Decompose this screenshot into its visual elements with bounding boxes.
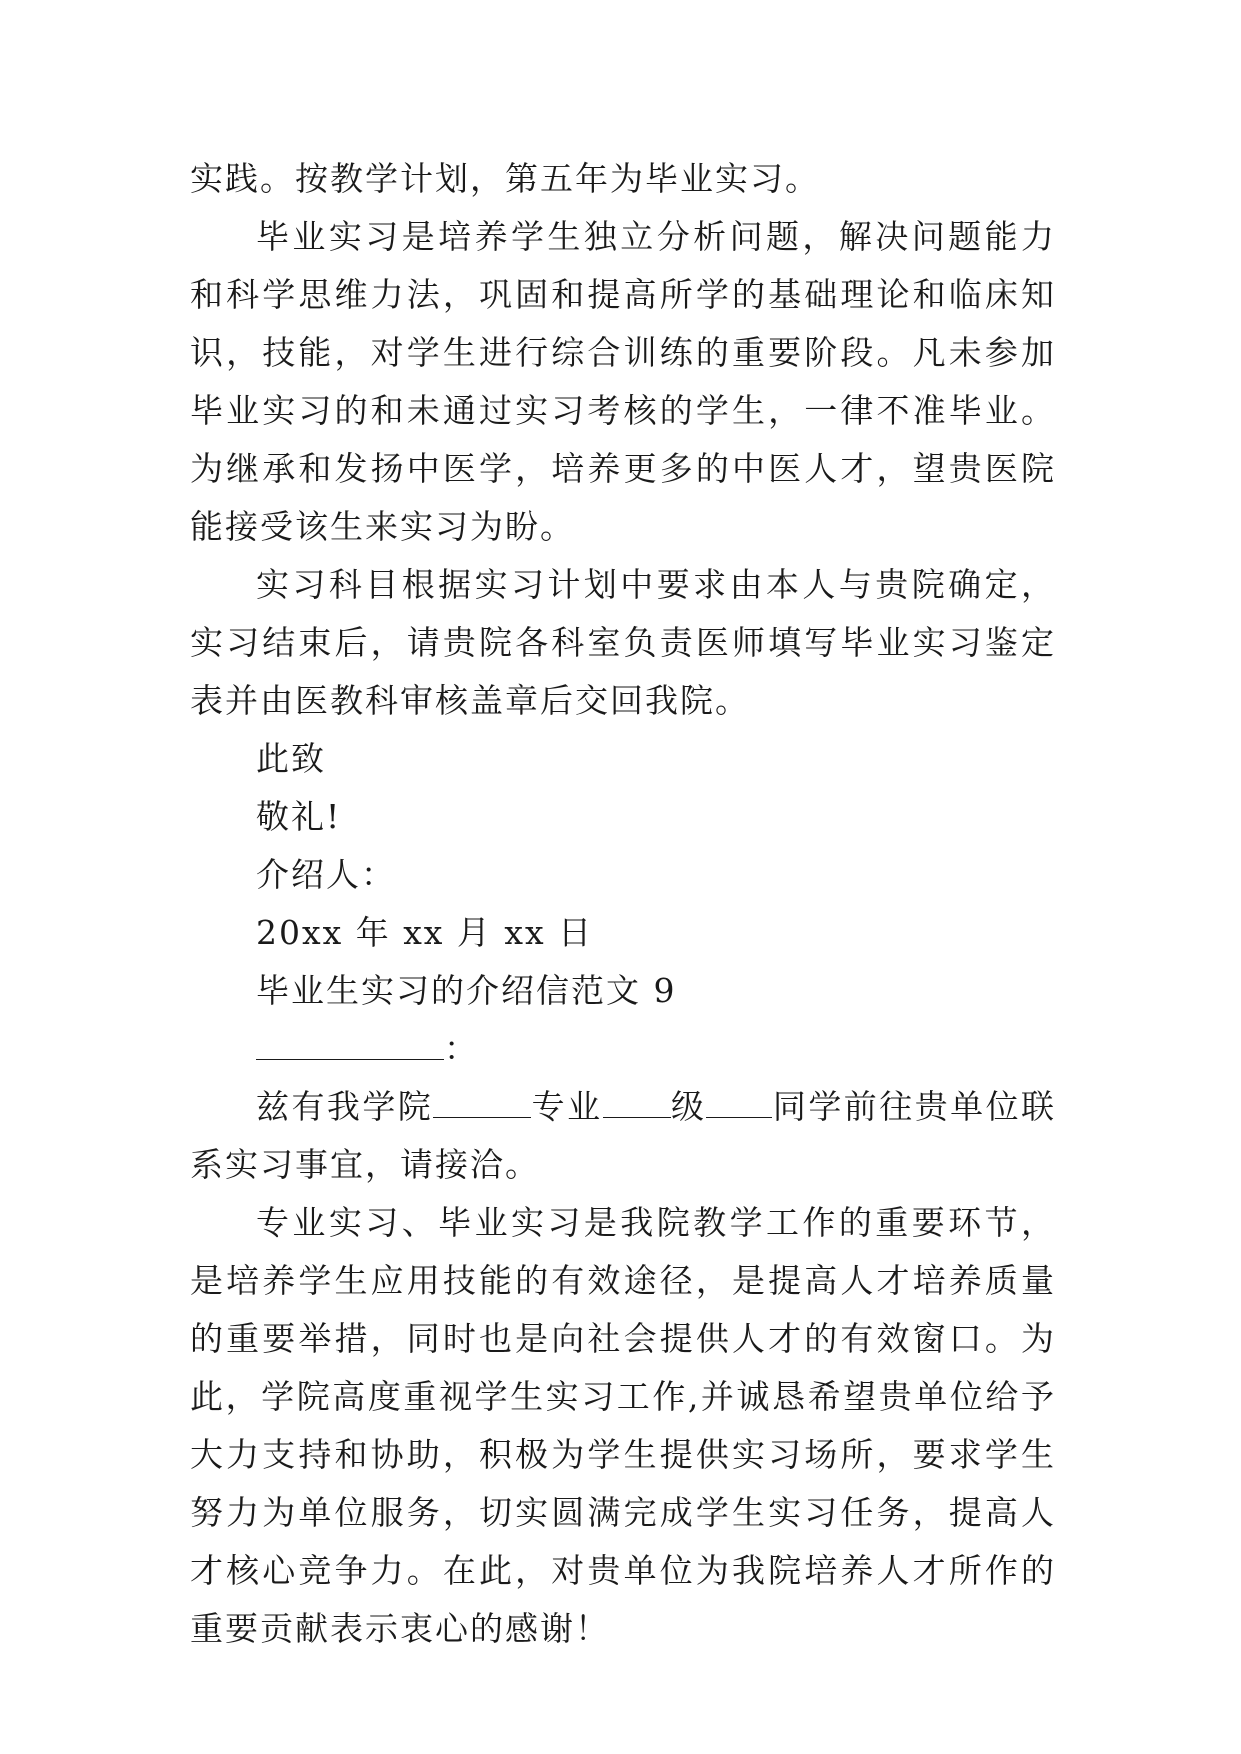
letter-date: 20xx 年 xx 月 xx 日 xyxy=(256,913,594,952)
intro-text-2: 专业 xyxy=(531,1087,603,1126)
paragraph-internship-importance: 专业实习、毕业实习是我院教学工作的重要环节，是培养学生应用技能的有效途径，是提高人才培养质量的重要举措，同时也是向社会提供人才的有效窗口。为此，学院高度重视学生实习工作,并诚恳希望贵单位给予大力支持和协助，积极为学生提供实习场所，要求学生努力为单位服务，切实圆满完成学生实习任务，提高人才核心竞争力。在此，对贵单位为我院培养人才所作的重要贡献表示衷心的感谢！ xyxy=(190,1203,1056,1648)
major-blank xyxy=(433,1087,531,1118)
intro-text-3: 级 xyxy=(670,1087,707,1126)
recipient-blank xyxy=(256,1029,444,1060)
document-page xyxy=(190,150,1056,1658)
intro-text-4: 同学前往贵单位联系实习事宜，请接洽。 xyxy=(190,1087,1057,1184)
student-name-blank xyxy=(706,1087,772,1118)
intro-text-1: 兹有我学院 xyxy=(256,1087,434,1126)
section-title: 毕业生实习的介绍信范文 9 xyxy=(256,971,677,1010)
paragraph-internship-purpose: 毕业实习是培养学生独立分析问题，解决问题能力和科学思维力法，巩固和提高所学的基础理论和临床知识，技能，对学生进行综合训练的重要阶段。凡未参加毕业实习的和未通过实习考核的学生，一律不准毕业。为继承和发扬中医学，培养更多的中医人才，望贵医院能接受该生来实习为盼。 xyxy=(190,217,1056,546)
salutation-line xyxy=(190,1020,1056,1078)
paragraph-introduction xyxy=(190,1078,1056,1194)
introducer-label: 介绍人： xyxy=(256,855,396,894)
grade-blank xyxy=(603,1087,671,1118)
closing-line-1: 此致 xyxy=(256,739,326,778)
paragraph-internship-subjects: 实习科目根据实习计划中要求由本人与贵院确定，实习结束后，请贵院各科室负责医师填写毕业实习鉴定表并由医教科审核盖章后交回我院。 xyxy=(190,565,1056,720)
closing-line-2: 敬礼! xyxy=(256,797,342,836)
salutation-colon: ： xyxy=(444,1029,479,1068)
paragraph-continuation: 实践。按教学计划，第五年为毕业实习。 xyxy=(190,159,820,198)
